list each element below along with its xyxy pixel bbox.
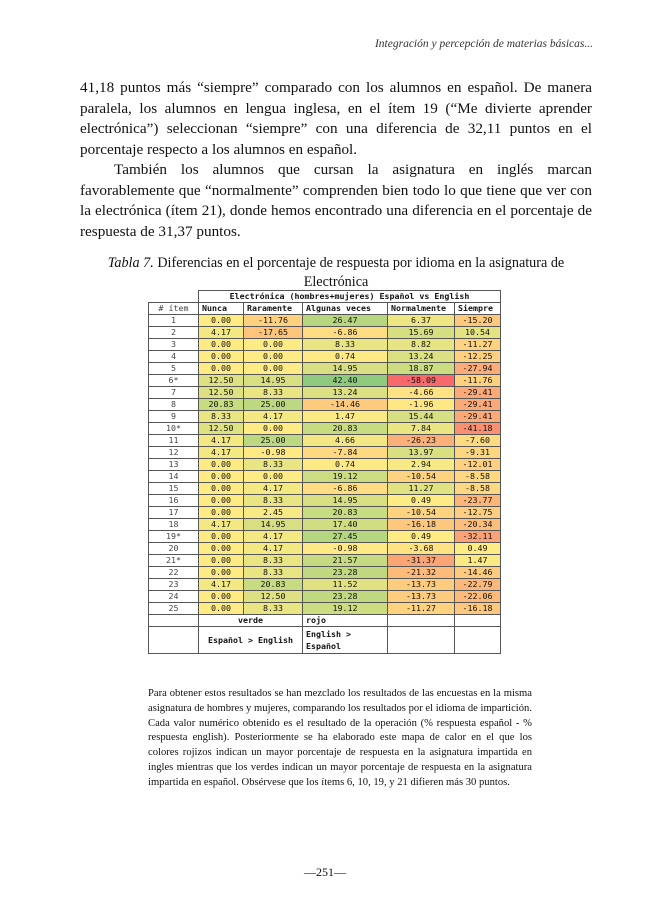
- cell-algunas-veces: 14.95: [303, 495, 388, 507]
- item-number-cell: 15: [149, 483, 199, 495]
- legend-blank: [455, 627, 501, 654]
- cell-siempre: 0.49: [455, 543, 501, 555]
- cell-siempre: 10.54: [455, 327, 501, 339]
- legend-green-label: verde: [199, 615, 303, 627]
- cell-raramente: 14.95: [244, 519, 303, 531]
- item-number-cell: 11: [149, 435, 199, 447]
- cell-normalmente: 13.97: [388, 447, 455, 459]
- table-note: Para obtener estos resultados se han mezclado los resultados de las encuestas en la misma asignatura de hombres y mujeres, comparando los resultados por el idioma de impartición. Cada valor numérico obtenido es el resultado de la operación (% respuesta español - % respuesta english). Posteriormente se ha elaborado este mapa de calor en el que los colores rojizos indican un mayor porcentaje de respuesta en la asignatura impartida en ingles mientras que los verdes indican un mayor porcentaje de respuesta en la asignatura impartida en español. Obsérvese que los ítems 6, 10, 19, y 21 difieren más 30 puntos.: [148, 688, 532, 788]
- cell-siempre: -12.01: [455, 459, 501, 471]
- cell-normalmente: -11.27: [388, 603, 455, 615]
- item-number-cell: 18: [149, 519, 199, 531]
- cell-nunca: 0.00: [199, 555, 244, 567]
- group-header-row: [149, 291, 501, 303]
- cell-normalmente: 8.82: [388, 339, 455, 351]
- cell-siempre: -16.18: [455, 603, 501, 615]
- cell-normalmente: -4.66: [388, 387, 455, 399]
- cell-raramente: -0.98: [244, 447, 303, 459]
- item-number-cell: 17: [149, 507, 199, 519]
- cell-nunca: 0.00: [199, 567, 244, 579]
- column-header-row: [149, 303, 501, 315]
- cell-algunas-veces: 27.45: [303, 531, 388, 543]
- item-number-cell: 23: [149, 579, 199, 591]
- item-number-cell: 12: [149, 447, 199, 459]
- column-header-algunas-veces: Algunas veces: [303, 303, 388, 315]
- cell-siempre: -8.58: [455, 471, 501, 483]
- table-row: [149, 327, 501, 339]
- cell-nunca: 4.17: [199, 435, 244, 447]
- cell-algunas-veces: 19.12: [303, 471, 388, 483]
- cell-normalmente: -58.09: [388, 375, 455, 387]
- cell-raramente: 12.50: [244, 591, 303, 603]
- cell-algunas-veces: -7.84: [303, 447, 388, 459]
- cell-algunas-veces: 0.74: [303, 459, 388, 471]
- caption-text: Diferencias en el porcentaje de respuesta por idioma en la asignatura de Electrónica: [153, 255, 565, 290]
- table-caption: [80, 254, 592, 292]
- legend-blank: [149, 615, 199, 627]
- cell-algunas-veces: 11.52: [303, 579, 388, 591]
- cell-nunca: 0.00: [199, 591, 244, 603]
- cell-raramente: 4.17: [244, 531, 303, 543]
- cell-siempre: -22.79: [455, 579, 501, 591]
- cell-algunas-veces: -14.46: [303, 399, 388, 411]
- table-row: [149, 531, 501, 543]
- cell-nunca: 0.00: [199, 507, 244, 519]
- cell-algunas-veces: 4.66: [303, 435, 388, 447]
- cell-raramente: 0.00: [244, 423, 303, 435]
- table-row: [149, 423, 501, 435]
- item-number-cell: 20: [149, 543, 199, 555]
- paragraph-1: 41,18 puntos más “siempre” comparado con los alumnos en español. De manera paralela, los alumnos en lengua inglesa, en el ítem 19 (“Me divierte aprender electrónica”) seleccionan “siempre” con una diferencia de 32,11 puntos en el porcentaje respecto a los alumnos en español.: [80, 79, 592, 158]
- legend-blank: [388, 627, 455, 654]
- table-row: [149, 567, 501, 579]
- cell-algunas-veces: 0.74: [303, 351, 388, 363]
- table-body: [149, 315, 501, 615]
- cell-raramente: 8.33: [244, 387, 303, 399]
- cell-nunca: 0.00: [199, 363, 244, 375]
- cell-raramente: 8.33: [244, 459, 303, 471]
- table-row: [149, 495, 501, 507]
- cell-normalmente: -13.73: [388, 591, 455, 603]
- item-number-cell: 2: [149, 327, 199, 339]
- cell-normalmente: -31.37: [388, 555, 455, 567]
- table-row: [149, 543, 501, 555]
- item-number-cell: 7: [149, 387, 199, 399]
- cell-siempre: -11.76: [455, 375, 501, 387]
- table-row: [149, 411, 501, 423]
- cell-normalmente: 15.44: [388, 411, 455, 423]
- column-header-normalmente: Normalmente: [388, 303, 455, 315]
- item-number-cell: 22: [149, 567, 199, 579]
- cell-algunas-veces: 13.24: [303, 387, 388, 399]
- cell-normalmente: 15.69: [388, 327, 455, 339]
- cell-algunas-veces: 21.57: [303, 555, 388, 567]
- cell-algunas-veces: 14.95: [303, 363, 388, 375]
- cell-siempre: -29.41: [455, 399, 501, 411]
- legend-row-1: [149, 615, 501, 627]
- table-row: [149, 315, 501, 327]
- cell-algunas-veces: 42.40: [303, 375, 388, 387]
- cell-algunas-veces: 19.12: [303, 603, 388, 615]
- cell-raramente: 25.00: [244, 435, 303, 447]
- paragraph-2: También los alumnos que cursan la asignatura en inglés marcan favorablemente que “normalmente” comprenden bien todo lo que tiene que ver con la electrónica (ítem 21), donde hemos encontrado una diferencia en el porcentaje de respuesta de 31,37 puntos.: [80, 161, 592, 240]
- group-header: Electrónica (hombres+mujeres) Español vs English: [199, 291, 501, 303]
- cell-algunas-veces: -0.98: [303, 543, 388, 555]
- cell-raramente: 0.00: [244, 363, 303, 375]
- item-number-cell: 21*: [149, 555, 199, 567]
- cell-nunca: 0.00: [199, 543, 244, 555]
- cell-nunca: 0.00: [199, 495, 244, 507]
- cell-normalmente: 18.87: [388, 363, 455, 375]
- cell-siempre: -15.20: [455, 315, 501, 327]
- item-number-cell: 16: [149, 495, 199, 507]
- cell-nunca: 0.00: [199, 339, 244, 351]
- corner-cell: [149, 291, 199, 303]
- item-number-cell: 25: [149, 603, 199, 615]
- table-row: [149, 555, 501, 567]
- table-row: [149, 363, 501, 375]
- running-head: Integración y percepción de materias básicas...: [374, 38, 593, 50]
- page-number: —251—: [304, 865, 346, 879]
- cell-raramente: 0.00: [244, 471, 303, 483]
- table-row: [149, 603, 501, 615]
- item-number-cell: 24: [149, 591, 199, 603]
- cell-raramente: 14.95: [244, 375, 303, 387]
- item-number-cell: 3: [149, 339, 199, 351]
- table-row: [149, 519, 501, 531]
- cell-normalmente: -26.23: [388, 435, 455, 447]
- cell-raramente: 4.17: [244, 411, 303, 423]
- cell-normalmente: 7.84: [388, 423, 455, 435]
- cell-normalmente: 0.49: [388, 495, 455, 507]
- cell-nunca: 12.50: [199, 423, 244, 435]
- item-number-cell: 14: [149, 471, 199, 483]
- item-number-cell: 8: [149, 399, 199, 411]
- legend-blank: [388, 615, 455, 627]
- cell-raramente: 20.83: [244, 579, 303, 591]
- cell-siempre: -8.58: [455, 483, 501, 495]
- cell-siempre: -7.60: [455, 435, 501, 447]
- legend-red-label: rojo: [303, 615, 388, 627]
- cell-nunca: 8.33: [199, 411, 244, 423]
- item-number-cell: 1: [149, 315, 199, 327]
- heatmap-table: [148, 290, 501, 654]
- cell-siempre: -12.75: [455, 507, 501, 519]
- item-number-cell: 19*: [149, 531, 199, 543]
- table-row: [149, 435, 501, 447]
- item-number-cell: 13: [149, 459, 199, 471]
- cell-normalmente: 13.24: [388, 351, 455, 363]
- cell-raramente: 0.00: [244, 339, 303, 351]
- table-row: [149, 471, 501, 483]
- item-number-cell: 9: [149, 411, 199, 423]
- cell-nunca: 0.00: [199, 351, 244, 363]
- cell-nunca: 12.50: [199, 387, 244, 399]
- cell-algunas-veces: 23.28: [303, 591, 388, 603]
- cell-siempre: 1.47: [455, 555, 501, 567]
- cell-nunca: 4.17: [199, 579, 244, 591]
- cell-raramente: -11.76: [244, 315, 303, 327]
- table-row: [149, 387, 501, 399]
- cell-algunas-veces: -6.86: [303, 327, 388, 339]
- cell-nunca: 0.00: [199, 603, 244, 615]
- cell-siempre: -23.77: [455, 495, 501, 507]
- cell-nunca: 0.00: [199, 531, 244, 543]
- body-text: [80, 78, 592, 242]
- cell-algunas-veces: 20.83: [303, 507, 388, 519]
- cell-raramente: 0.00: [244, 351, 303, 363]
- cell-nunca: 4.17: [199, 447, 244, 459]
- table-row: [149, 447, 501, 459]
- item-number-cell: 4: [149, 351, 199, 363]
- cell-normalmente: -10.54: [388, 507, 455, 519]
- cell-siempre: -29.41: [455, 387, 501, 399]
- legend-red-desc: English > Español: [303, 627, 388, 654]
- cell-raramente: -17.65: [244, 327, 303, 339]
- item-number-cell: 6*: [149, 375, 199, 387]
- column-header-raramente: Raramente: [244, 303, 303, 315]
- cell-nunca: 0.00: [199, 483, 244, 495]
- cell-raramente: 8.33: [244, 603, 303, 615]
- cell-algunas-veces: 20.83: [303, 423, 388, 435]
- cell-nunca: 0.00: [199, 459, 244, 471]
- cell-nunca: 0.00: [199, 471, 244, 483]
- table-row: [149, 483, 501, 495]
- cell-raramente: 25.00: [244, 399, 303, 411]
- cell-siempre: -11.27: [455, 339, 501, 351]
- table-row: [149, 351, 501, 363]
- cell-siempre: -29.41: [455, 411, 501, 423]
- cell-normalmente: 6.37: [388, 315, 455, 327]
- item-number-cell: 10*: [149, 423, 199, 435]
- column-header-item: # ítem: [149, 303, 199, 315]
- cell-raramente: 4.17: [244, 543, 303, 555]
- table-row: [149, 399, 501, 411]
- cell-nunca: 0.00: [199, 315, 244, 327]
- cell-raramente: 8.33: [244, 567, 303, 579]
- cell-nunca: 12.50: [199, 375, 244, 387]
- cell-raramente: 8.33: [244, 555, 303, 567]
- legend-green-desc: Español > English: [199, 627, 303, 654]
- cell-normalmente: -16.18: [388, 519, 455, 531]
- table-row: [149, 339, 501, 351]
- cell-nunca: 4.17: [199, 327, 244, 339]
- cell-nunca: 20.83: [199, 399, 244, 411]
- cell-nunca: 4.17: [199, 519, 244, 531]
- cell-normalmente: -10.54: [388, 471, 455, 483]
- cell-normalmente: -13.73: [388, 579, 455, 591]
- cell-siempre: -20.34: [455, 519, 501, 531]
- cell-siempre: -12.25: [455, 351, 501, 363]
- cell-algunas-veces: 1.47: [303, 411, 388, 423]
- table-row: [149, 459, 501, 471]
- legend-row-2: [149, 627, 501, 654]
- legend-blank: [149, 627, 199, 654]
- legend-blank: [455, 615, 501, 627]
- cell-normalmente: 11.27: [388, 483, 455, 495]
- cell-siempre: -9.31: [455, 447, 501, 459]
- cell-normalmente: -21.32: [388, 567, 455, 579]
- cell-raramente: 4.17: [244, 483, 303, 495]
- column-header-nunca: Nunca: [199, 303, 244, 315]
- cell-siempre: -14.46: [455, 567, 501, 579]
- cell-siempre: -27.94: [455, 363, 501, 375]
- table-row: [149, 579, 501, 591]
- table-row: [149, 591, 501, 603]
- cell-raramente: 2.45: [244, 507, 303, 519]
- cell-normalmente: -1.96: [388, 399, 455, 411]
- cell-normalmente: 0.49: [388, 531, 455, 543]
- cell-algunas-veces: -6.86: [303, 483, 388, 495]
- table-row: [149, 507, 501, 519]
- cell-normalmente: -3.68: [388, 543, 455, 555]
- item-number-cell: 5: [149, 363, 199, 375]
- cell-siempre: -41.18: [455, 423, 501, 435]
- cell-algunas-veces: 8.33: [303, 339, 388, 351]
- cell-raramente: 8.33: [244, 495, 303, 507]
- column-header-siempre: Siempre: [455, 303, 501, 315]
- cell-siempre: -32.11: [455, 531, 501, 543]
- cell-siempre: -22.06: [455, 591, 501, 603]
- caption-label: Tabla 7.: [107, 255, 154, 271]
- cell-algunas-veces: 23.28: [303, 567, 388, 579]
- cell-algunas-veces: 26.47: [303, 315, 388, 327]
- table-row: [149, 375, 501, 387]
- cell-algunas-veces: 17.40: [303, 519, 388, 531]
- cell-normalmente: 2.94: [388, 459, 455, 471]
